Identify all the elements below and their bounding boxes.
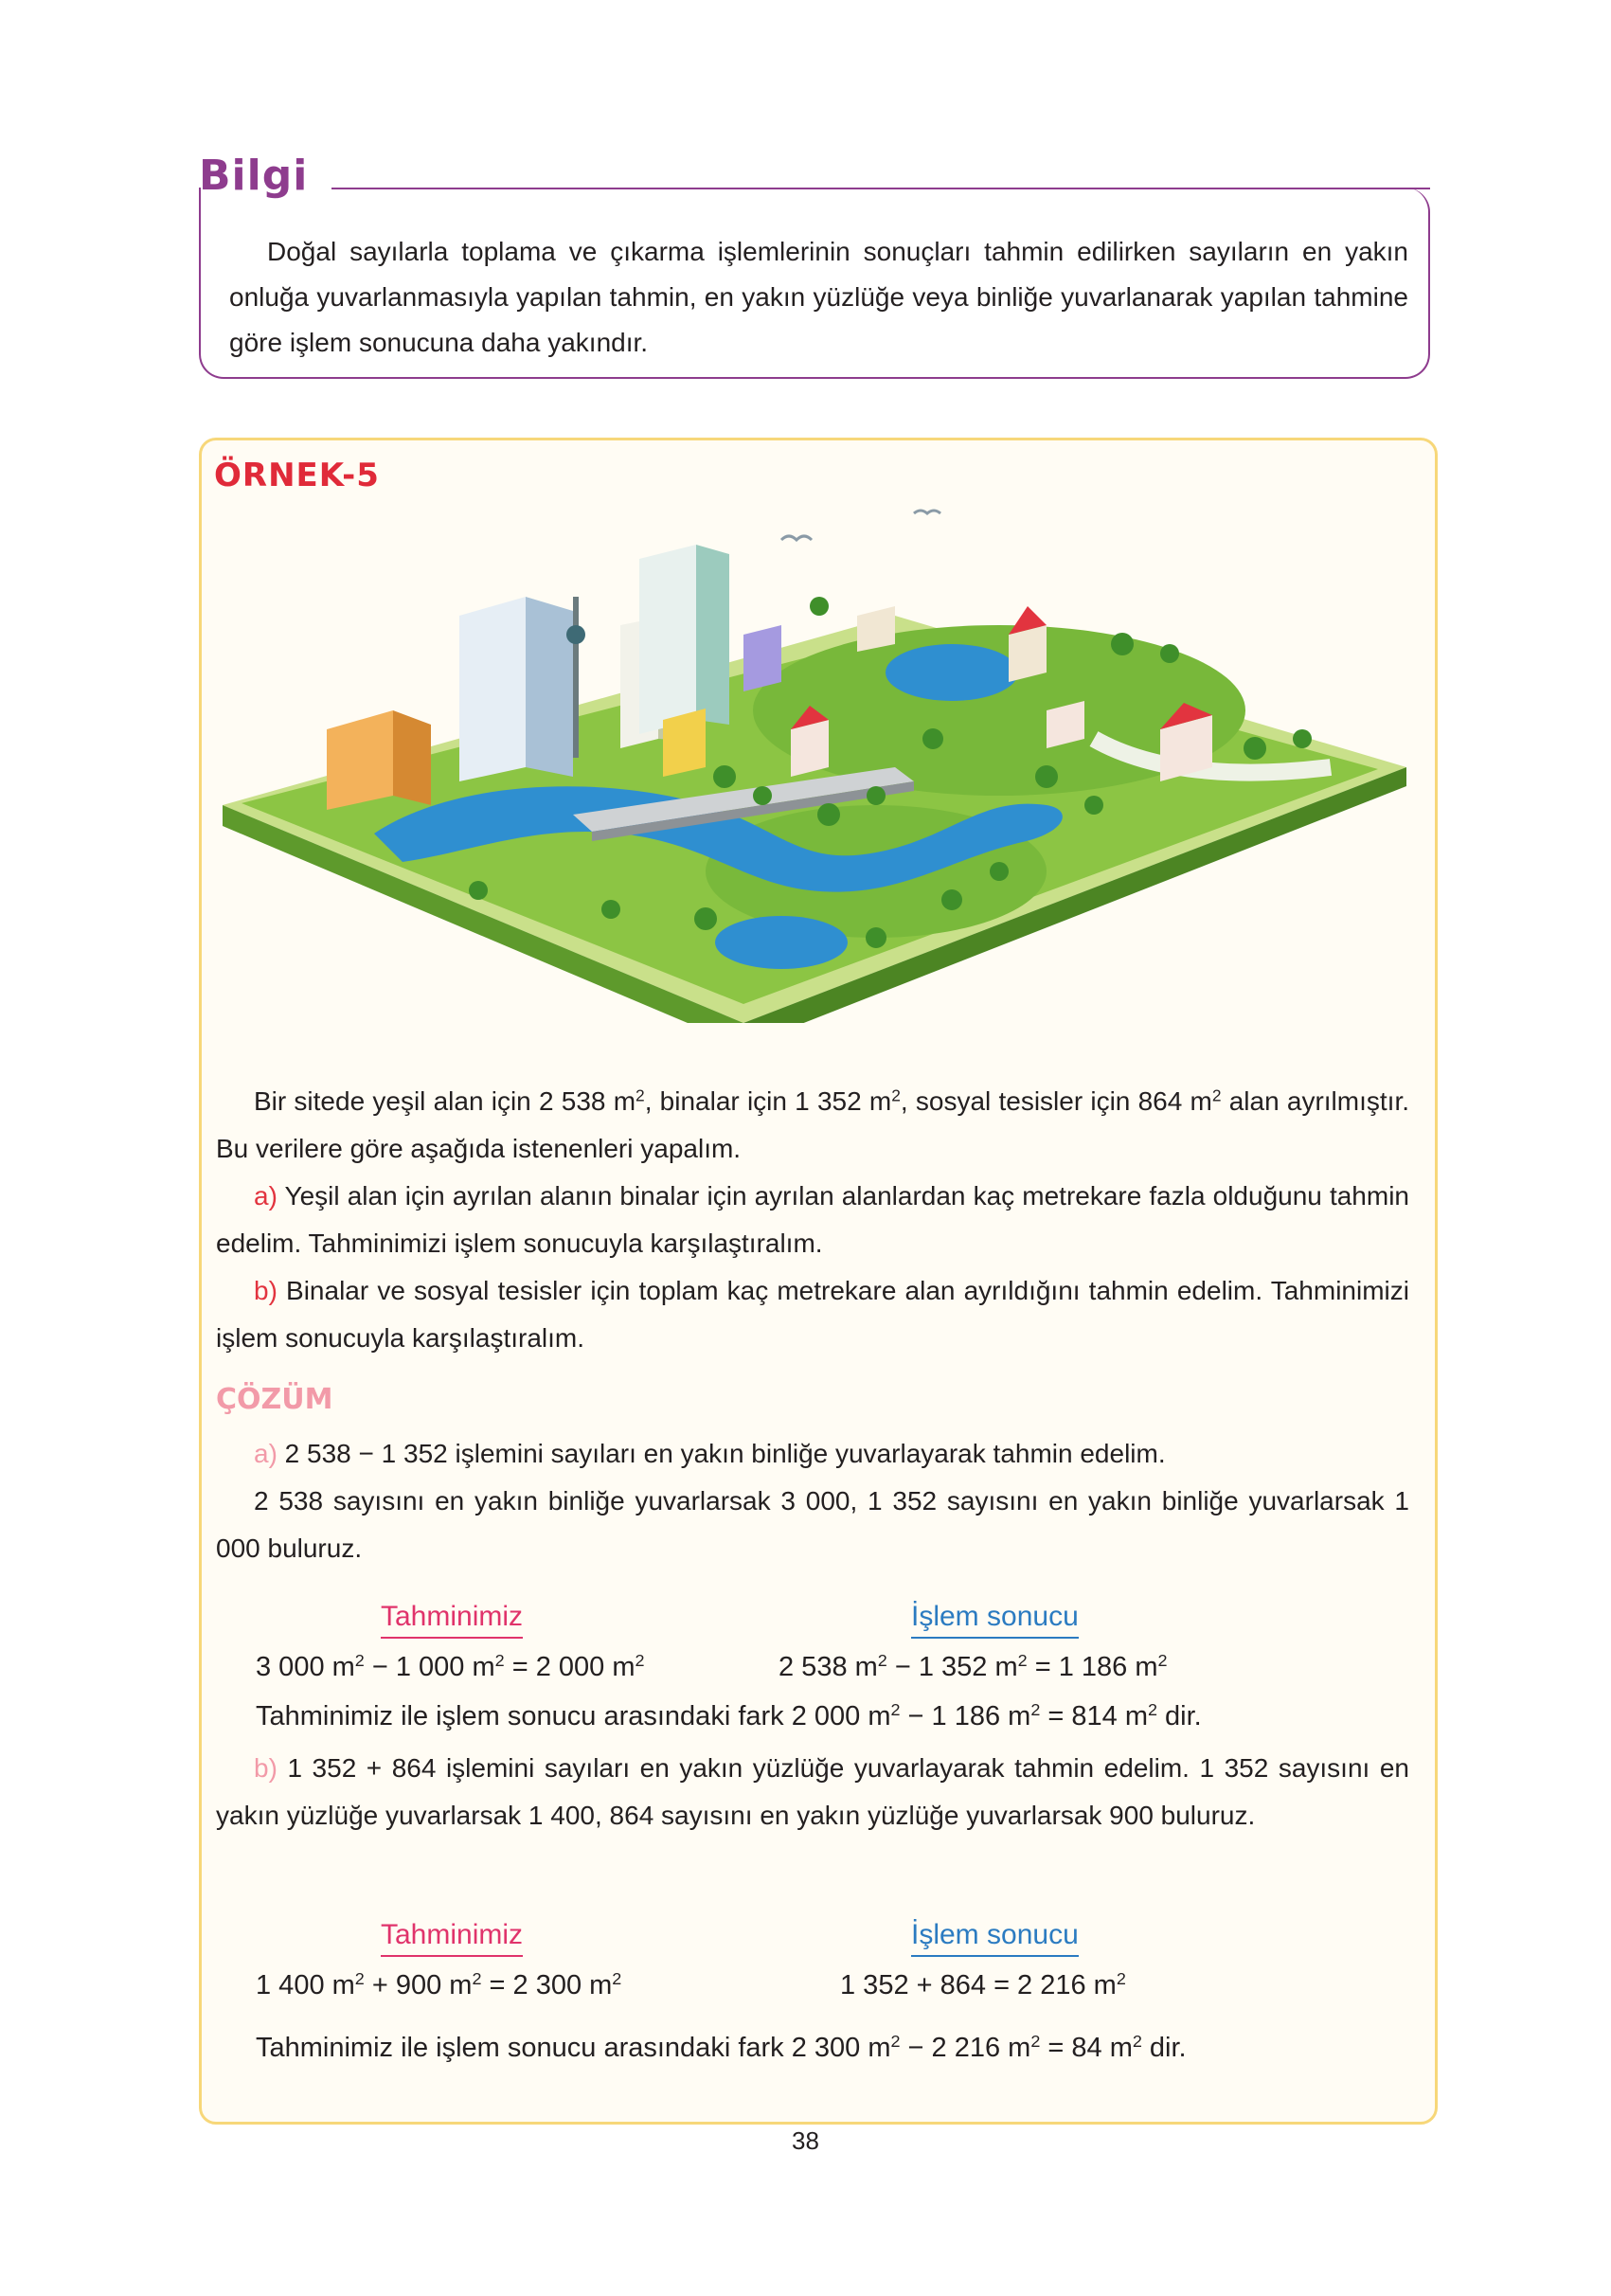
- result-equation-a: [779, 1652, 1167, 1683]
- eq-part: − 2 216 m: [900, 2033, 1031, 2063]
- result-heading-a: [911, 1601, 1079, 1639]
- sup: 2: [1157, 1651, 1168, 1671]
- solution-b-text-block: [216, 1745, 1409, 1839]
- estimate-heading-b: [381, 1919, 523, 1957]
- solution-a-text: 2 538 − 1 352 işlemini sayıları en yakın binliğe yuvarlayarak tahmin edelim.: [277, 1439, 1166, 1468]
- sup: 2: [354, 1969, 365, 1989]
- eq-part: = 84 m: [1040, 2033, 1133, 2063]
- example-title: ÖRNEK-5: [214, 457, 380, 494]
- eq-part: = 814 m: [1040, 1701, 1148, 1731]
- sup: 2: [635, 1651, 645, 1671]
- solution-b-label: b): [254, 1753, 277, 1783]
- difference-line-b: [256, 2033, 1187, 2064]
- sup: 2: [612, 1969, 622, 1989]
- sup: 2: [1116, 1969, 1126, 1989]
- difference-line-a: [256, 1701, 1202, 1732]
- solution-a-line1: [216, 1430, 1409, 1478]
- question-a-text: Yeşil alan için ayrılan alanın binalar için ayrılan alanlardan kaç metrekare fazla olduğunu tahmin edelim. Tahminimizi işlem sonucuyla karşılaştıralım.: [216, 1181, 1409, 1258]
- intro-part-b: , binalar için 1 352 m: [644, 1086, 892, 1116]
- sup: 2: [1017, 1651, 1028, 1671]
- eq-part: 1 400 m: [256, 1970, 355, 2000]
- city-illustration: [213, 493, 1416, 1023]
- sup: 2: [1030, 1700, 1041, 1720]
- solution-a-line2: [216, 1478, 1409, 1572]
- eq-part: dir.: [1157, 1701, 1202, 1731]
- estimate-heading-a: [381, 1601, 523, 1639]
- intro-part-c: , sosyal tesisler için 864 m: [900, 1086, 1212, 1116]
- sup: 2: [1211, 1085, 1222, 1105]
- result-heading-text: İşlem sonucu: [911, 1919, 1079, 1950]
- result-equation-b: [840, 1970, 1126, 2001]
- info-box-title: Bilgi: [199, 152, 309, 200]
- eq-part: − 1 352 m: [886, 1652, 1018, 1682]
- eq-part: − 1 000 m: [364, 1652, 495, 1682]
- result-heading-b: [911, 1919, 1079, 1957]
- sup: 2: [1148, 1700, 1157, 1720]
- eq-part: = 2 000 m: [504, 1652, 635, 1682]
- eq-part: dir.: [1141, 2033, 1187, 2063]
- estimate-heading-text: Tahminimiz: [381, 1601, 524, 1632]
- estimate-equation-a: [256, 1652, 644, 1683]
- question-b-label: b): [254, 1276, 277, 1305]
- info-box-text: Doğal sayılarla toplama ve çıkarma işlemlerinin sonuçları tahmin edilirken sayıların en yakın onluğa yuvarlanmasıyla yapılan tahmin, en yakın yüzlüğe veya binliğe yuvarlanarak yapılan tahmine göre işlem sonucuna daha yakındır.: [229, 237, 1408, 357]
- question-b-text: Binalar ve sosyal tesisler için toplam kaç metrekare alan ayrıldığını tahmin edelim. Tahminimizi işlem sonucuyla karşılaştıralım.: [216, 1276, 1409, 1353]
- sup: 2: [877, 1651, 887, 1671]
- estimate-heading-text: Tahminimiz: [381, 1919, 524, 1950]
- solution-a-text2: 2 538 sayısını en yakın binliğe yuvarlarsak 3 000, 1 352 sayısını en yakın binliğe yuvarlarsak 1 000 buluruz.: [216, 1486, 1409, 1563]
- page-number: 38: [792, 2126, 819, 2155]
- eq-part: 1 352 + 864 = 2 216 m: [840, 1970, 1117, 2000]
- eq-part: + 900 m: [364, 1970, 473, 2000]
- sup: 2: [494, 1651, 505, 1671]
- result-heading-text: İşlem sonucu: [911, 1601, 1079, 1632]
- sup: 2: [354, 1651, 365, 1671]
- intro-part-a: Bir sitede yeşil alan için 2 538 m: [254, 1086, 636, 1116]
- sup: 2: [472, 1969, 482, 1989]
- solution-a-label: a): [254, 1439, 277, 1468]
- eq-part: = 2 300 m: [481, 1970, 613, 2000]
- solution-title: ÇÖZÜM: [216, 1383, 333, 1416]
- question-a-label: a): [254, 1181, 277, 1211]
- sup: 2: [1132, 2032, 1142, 2052]
- solution-b-text: 1 352 + 864 işlemini sayıları en yakın yüzlüğe yuvarlayarak tahmin edelim. 1 352 sayısını en yakın yüzlüğe yuvarlarsak 1 400, 864 sayısını en yakın yüzlüğe yuvarlarsak 900 buluruz.: [216, 1753, 1409, 1830]
- eq-part: Tahminimiz ile işlem sonucu arasındaki fark 2 300 m: [256, 2033, 891, 2063]
- sup: 2: [890, 1700, 901, 1720]
- sup: 2: [1030, 2032, 1041, 2052]
- sup: 2: [891, 1085, 901, 1105]
- eq-part: − 1 186 m: [900, 1701, 1031, 1731]
- eq-part: 2 538 m: [779, 1652, 878, 1682]
- sup: 2: [635, 1085, 645, 1105]
- intro-part-d: alan ayrılmıştır. Bu verilere göre aşağıda istenenleri yapalım.: [216, 1086, 1409, 1163]
- example-intro: [216, 1078, 1409, 1173]
- eq-part: Tahminimiz ile işlem sonucu arasındaki fark 2 000 m: [256, 1701, 891, 1731]
- sup: 2: [890, 2032, 901, 2052]
- question-b: [216, 1267, 1409, 1362]
- question-a: [216, 1173, 1409, 1267]
- eq-part: = 1 186 m: [1027, 1652, 1158, 1682]
- estimate-equation-b: [256, 1970, 621, 2001]
- eq-part: 3 000 m: [256, 1652, 355, 1682]
